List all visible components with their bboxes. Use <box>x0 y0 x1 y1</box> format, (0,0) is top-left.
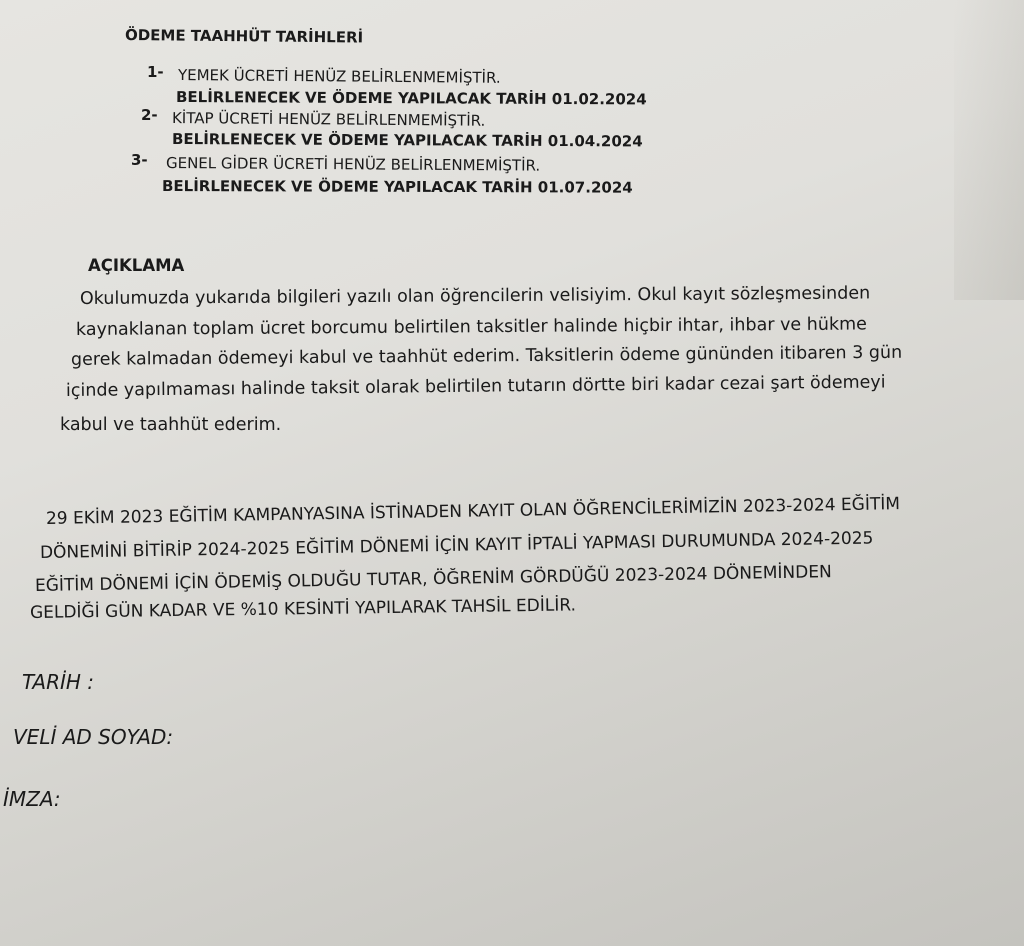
campaign-line: EĞİTİM DÖNEMİ İÇİN ÖDEMİŞ OLDUĞU TUTAR, ÖĞRENİM GÖRDÜĞÜ 2023-2024 DÖNEMİNDEN <box>34 562 832 596</box>
date-field-label: TARİH : <box>22 670 94 694</box>
page-shadow <box>954 0 1024 300</box>
signature-field-label: İMZA: <box>3 787 61 811</box>
payment-description: KİTAP ÜCRETİ HENÜZ BELİRLENMEMİŞTİR. <box>171 109 486 130</box>
explanation-line: içinde yapılmaması halinde taksit olarak belirtilen tutarın dörtte biri kadar cezai şart ödemeyi <box>65 372 886 401</box>
campaign-line: 29 EKİM 2023 EĞİTİM KAMPANYASINA İSTİNADEN KAYIT OLAN ÖĞRENCİLERİMİZİN 2023-2024 EĞİTİM <box>45 494 901 529</box>
parent-name-field-label: VELİ AD SOYAD: <box>13 725 174 749</box>
explanation-line: kabul ve taahhüt ederim. <box>60 415 282 435</box>
explanation-line: Okulumuzda yukarıda bilgileri yazılı olan öğrencilerin velisiyim. Okul kayıt sözleşmesinden <box>79 283 871 309</box>
payment-description: GENEL GİDER ÜCRETİ HENÜZ BELİRLENMEMİŞTİR. <box>165 154 541 175</box>
campaign-line: GELDİĞİ GÜN KADAR VE %10 KESİNTİ YAPILARAK TAHSİL EDİLİR. <box>29 595 577 623</box>
payment-number: 3- <box>131 151 148 169</box>
payment-number: 1- <box>147 63 164 81</box>
payment-date-line: BELİRLENECEK VE ÖDEME YAPILACAK TARİH 01.07.2024 <box>161 177 633 197</box>
payment-description: YEMEK ÜCRETİ HENÜZ BELİRLENMEMİŞTİR. <box>177 66 501 87</box>
payment-date-line: BELİRLENECEK VE ÖDEME YAPILACAK TARİH 01.02.2024 <box>175 88 647 109</box>
payment-number: 2- <box>141 106 158 124</box>
explanation-title: AÇIKLAMA <box>88 256 185 275</box>
explanation-line: gerek kalmadan ödemeyi kabul ve taahhüt ederim. Taksitlerin ödeme gününden itibaren 3 gün <box>70 342 903 370</box>
explanation-line: kaynaklanan toplam ücret borcumu belirtilen taksitler halinde hiçbir ihtar, ihbar ve hükme <box>75 314 867 340</box>
payment-date-line: BELİRLENECEK VE ÖDEME YAPILACAK TARİH 01.04.2024 <box>171 130 643 151</box>
campaign-line: DÖNEMİNİ BİTİRİP 2024-2025 EĞİTİM DÖNEMİ İÇİN KAYIT İPTALİ YAPMASI DURUMUNDA 2024-2025 <box>39 528 874 563</box>
document-title: ÖDEME TAAHHÜT TARİHLERİ <box>124 26 364 47</box>
